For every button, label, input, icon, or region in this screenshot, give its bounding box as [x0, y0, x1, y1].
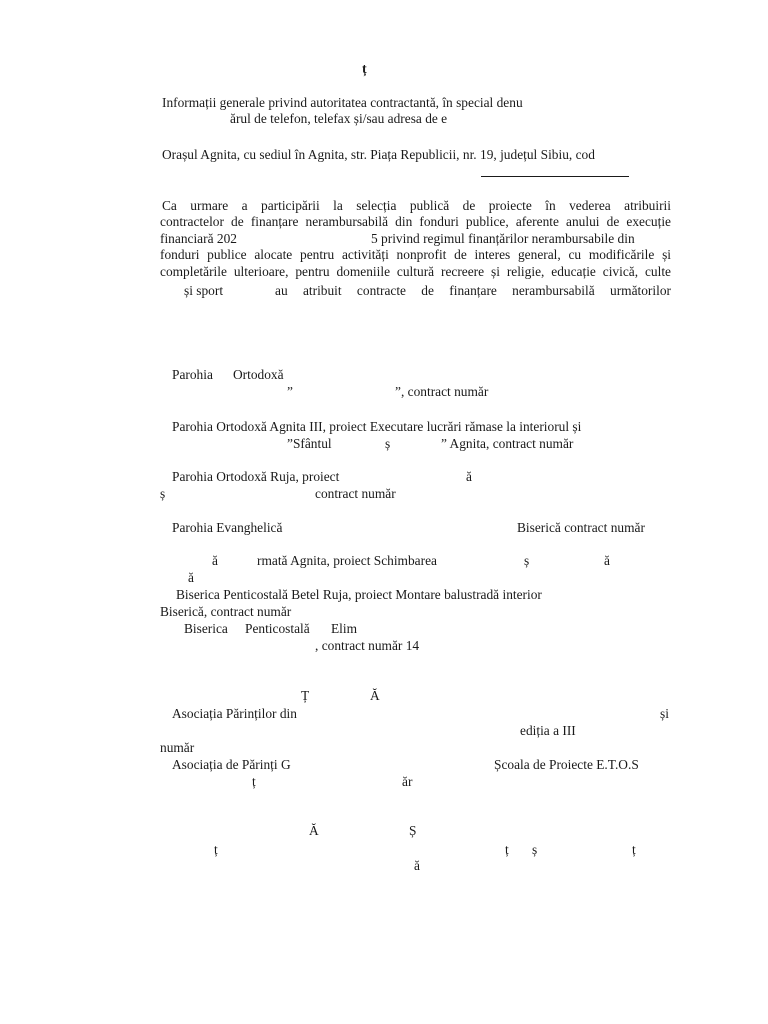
- entry-text: Asociația de Părinți G: [172, 757, 291, 772]
- intro-line-6a: și sport: [184, 283, 224, 298]
- entry-text: ă: [604, 553, 610, 568]
- header-line-1: Informații generale privind autoritatea contractantă, în special denu: [162, 95, 523, 110]
- entry-text: Asociația Părinților din: [172, 706, 297, 721]
- entry-text: ă: [212, 553, 218, 568]
- intro-line-4: fonduri publice alocate pentru activități nonprofit de interes general, cu modificările și: [160, 247, 671, 262]
- entry-text: ă: [414, 858, 420, 873]
- entry-text: Biserica Penticostală Betel Ruja, proiect Montare balustradă interior: [176, 587, 542, 602]
- section-heading-fragment: Ă: [370, 688, 380, 703]
- entry-text: număr: [160, 740, 195, 755]
- entry-text: , contract număr 14: [315, 638, 420, 653]
- entry-text: ”: [287, 384, 293, 399]
- entry-text: Ortodoxă: [233, 367, 284, 382]
- document-title: ț: [362, 62, 367, 77]
- entry-text: ș: [524, 553, 530, 568]
- intro-line-3b: 5 privind regimul finanțărilor nerambursabile din: [371, 231, 635, 246]
- entry-text: ”Sfântul: [287, 436, 332, 451]
- section-heading-fragment: Ș: [409, 823, 417, 838]
- entry-text: ș: [385, 436, 391, 451]
- section-heading-fragment: Ă: [309, 823, 319, 838]
- entry-text: ” Agnita, contract număr: [441, 436, 574, 451]
- entry-text: Biserică, contract număr: [160, 604, 292, 619]
- entry-text: Biserica: [184, 621, 228, 636]
- entry-text: Elim: [331, 621, 358, 636]
- intro-line-3a: financiară 202: [160, 231, 237, 246]
- entry-text: Penticostală: [245, 621, 310, 636]
- intro-line-5: completările ulterioare, pentru domeniile cultură recreere și religie, educație civică, culte: [160, 264, 671, 279]
- entry-text: ț: [632, 842, 636, 857]
- entry-text: Școala de Proiecte E.T.O.S: [494, 757, 639, 772]
- entry-text: ăr: [402, 774, 413, 789]
- address-line: Orașul Agnita, cu sediul în Agnita, str. Piața Republicii, nr. 19, județul Sibiu, cod: [162, 147, 595, 162]
- header-line-2: ărul de telefon, telefax și/sau adresa de e: [230, 111, 448, 126]
- entry-text: contract număr: [315, 486, 396, 501]
- entry-text: Parohia: [172, 367, 213, 382]
- entry-text: Parohia Ortodoxă Agnita III, proiect Executare lucrări rămase la interiorul și: [172, 419, 582, 434]
- intro-line-1: Ca urmare a participării la selecția publică de proiecte în vederea atribuirii: [162, 198, 671, 213]
- entry-text: Biserică contract număr: [517, 520, 645, 535]
- entry-text: ț: [214, 842, 218, 857]
- entry-text: ediția a III: [520, 723, 576, 738]
- entry-text: ”, contract număr: [395, 384, 489, 399]
- entry-text: Parohia Ortodoxă Ruja, proiect: [172, 469, 340, 484]
- section-heading-fragment: Ț: [301, 688, 310, 703]
- intro-line-2: contractelor de finanțare nerambursabilă din fonduri publice, aferente anului de execuție: [160, 214, 671, 229]
- entry-text: ș: [160, 486, 166, 501]
- entry-text: ă: [188, 570, 194, 585]
- entry-text: ă: [466, 469, 472, 484]
- entry-text: ț: [505, 842, 509, 857]
- entry-text: ș: [532, 842, 538, 857]
- address-underline: [481, 176, 629, 177]
- entry-text: rmată Agnita, proiect Schimbarea: [257, 553, 437, 568]
- entry-text: Parohia Evanghelică: [172, 520, 283, 535]
- entry-text: și: [660, 706, 669, 721]
- intro-line-6b: au atribuit contracte de finanțare nerambursabilă următorilor: [275, 283, 671, 298]
- entry-text: ț: [252, 774, 256, 789]
